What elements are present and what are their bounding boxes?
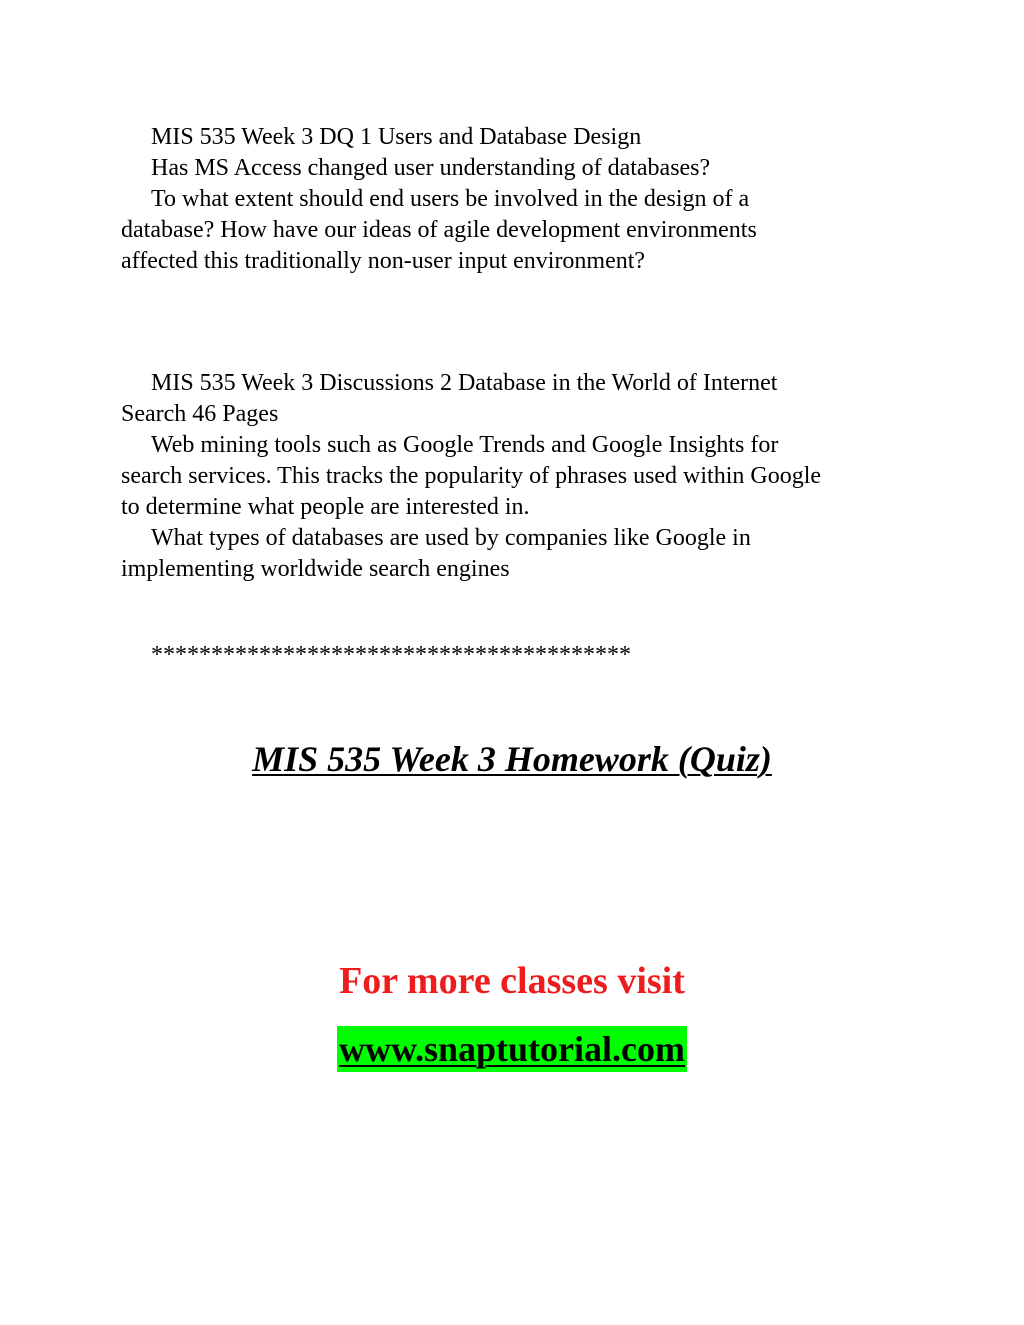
discussion2-body-line: to determine what people are interested in. (121, 494, 530, 520)
discussion2-body (121, 430, 921, 523)
discussion2-body-line: search services. This tracks the popularity of phrases used within Google (121, 463, 822, 489)
homework-title-text: MIS 535 Week 3 Homework (Quiz) (252, 739, 772, 779)
discussion2-question (121, 523, 921, 585)
dq1-question-2-line: To what extent should end users be involved in the design of a (151, 186, 750, 212)
dq1-question-2-line: affected this traditionally non-user input environment? (121, 248, 646, 274)
discussion2-body-line: Web mining tools such as Google Trends and Google Insights for (151, 432, 779, 458)
dq1-question-2 (121, 184, 921, 277)
dq1-title-text: MIS 535 Week 3 DQ 1 Users and Database Design (151, 124, 642, 150)
discussion2-question-line: What types of databases are used by companies like Google in (151, 525, 751, 551)
dq1-title (121, 122, 921, 153)
discussion2-question-line: implementing worldwide search engines (121, 556, 510, 582)
asterisk-separator: **************************************** (151, 642, 631, 668)
discussion2-title-line: Search 46 Pages (121, 401, 279, 427)
homework-title (0, 736, 1024, 782)
dq1-question-1-text: Has MS Access changed user understanding of databases? (151, 155, 711, 181)
promo-link-container (0, 1026, 1024, 1072)
dq1-question-1 (121, 153, 921, 184)
snaptutorial-link[interactable]: www.snaptutorial.com (337, 1026, 687, 1072)
discussion2-title (121, 368, 921, 430)
discussion2-title-line: MIS 535 Week 3 Discussions 2 Database in the World of Internet (151, 370, 778, 396)
dq1-question-2-line: database? How have our ideas of agile development environments (121, 217, 757, 243)
promo-heading: For more classes visit (339, 960, 685, 1002)
